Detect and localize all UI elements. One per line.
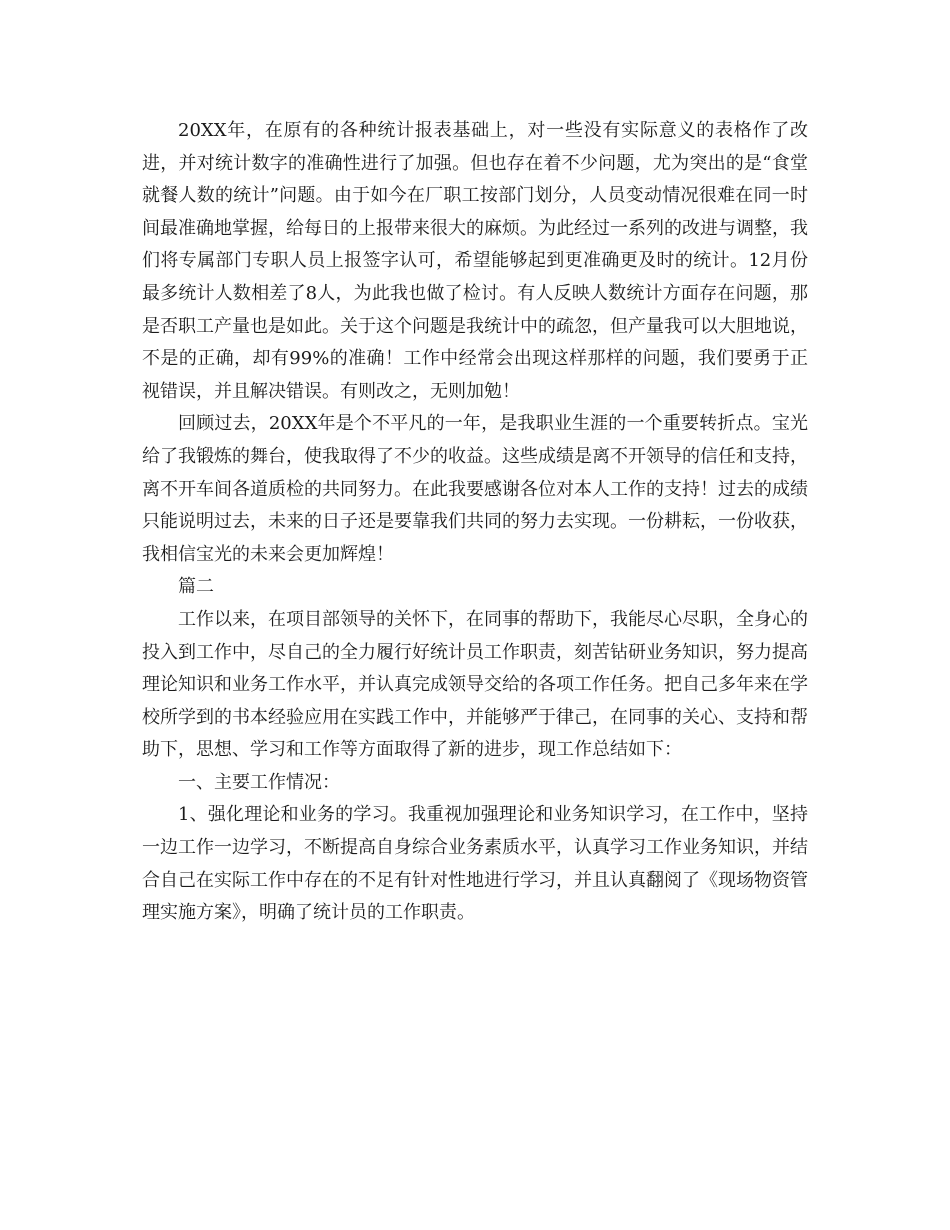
section-heading-part-two: 篇二 [178, 576, 214, 598]
paragraph-review-past-year: 回顾过去，20XX年是个不平凡的一年，是我职业生涯的一个重要转折点。宝光给了我锻炼的舞台，使我取得了不少的收益。这些成绩是离不开领导的信任和支持，离不开车间各道质检的共同努力。在此我要感谢各位对本人工作的支持！过去的成绩只能说明过去，未来的日子还是要靠我们共同的努力去实现。一份耕耘，一份收获，我相信宝光的未来会更加辉煌！ [142, 413, 808, 565]
paragraph-study-strengthening: 1、强化理论和业务的学习。我重视加强理论和业务知识学习，在工作中，坚持一边工作一边学习，不断提高自身综合业务素质水平，认真学习工作业务知识，并结合自己在实际工作中存在的不足有针对性地进行学习，并且认真翻阅了《现场物资管理实施方案》，明确了统计员的工作职责。 [142, 804, 808, 924]
paragraph-statistics-improvement: 20XX年，在原有的各种统计报表基础上，对一些没有实际意义的表格作了改进，并对统计数字的准确性进行了加强。但也存在着不少问题，尤为突出的是“食堂就餐人数的统计”问题。由于如今在厂职工按部门划分，人员变动情况很难在同一时间最准确地掌握，给每日的上报带来很大的麻烦。为此经过一系列的改进与调整，我们将专属部门专职人员上报签字认可，希望能够起到更准确更及时的统计。12月份最多统计人数相差了8人，为此我也做了检讨。有人反映人数统计方面存在问题，那是否职工产量也是如此。关于这个问题是我统计中的疏忽，但产量我可以大胆地说，不是的正确，却有99%的准确！工作中经常会出现这样那样的问题，我们要勇于正视错误，并且解决错误。有则改之，无则加勉！ [142, 120, 808, 402]
section-heading-main-work: 一、主要工作情况： [178, 771, 340, 793]
document-body [142, 115, 808, 930]
paragraph-work-introduction: 工作以来，在项目部领导的关怀下，在同事的帮助下，我能尽心尽职，全身心的投入到工作中，尽自己的全力履行好统计员工作职责，刻苦钻研业务知识，努力提高理论知识和业务工作水平，并认真完成领导交给的各项工作任务。把自己多年来在学校所学到的书本经验应用在实践工作中，并能够严于律己，在同事的关心、支持和帮助下，思想、学习和工作等方面取得了新的进步，现工作总结如下： [142, 608, 808, 761]
